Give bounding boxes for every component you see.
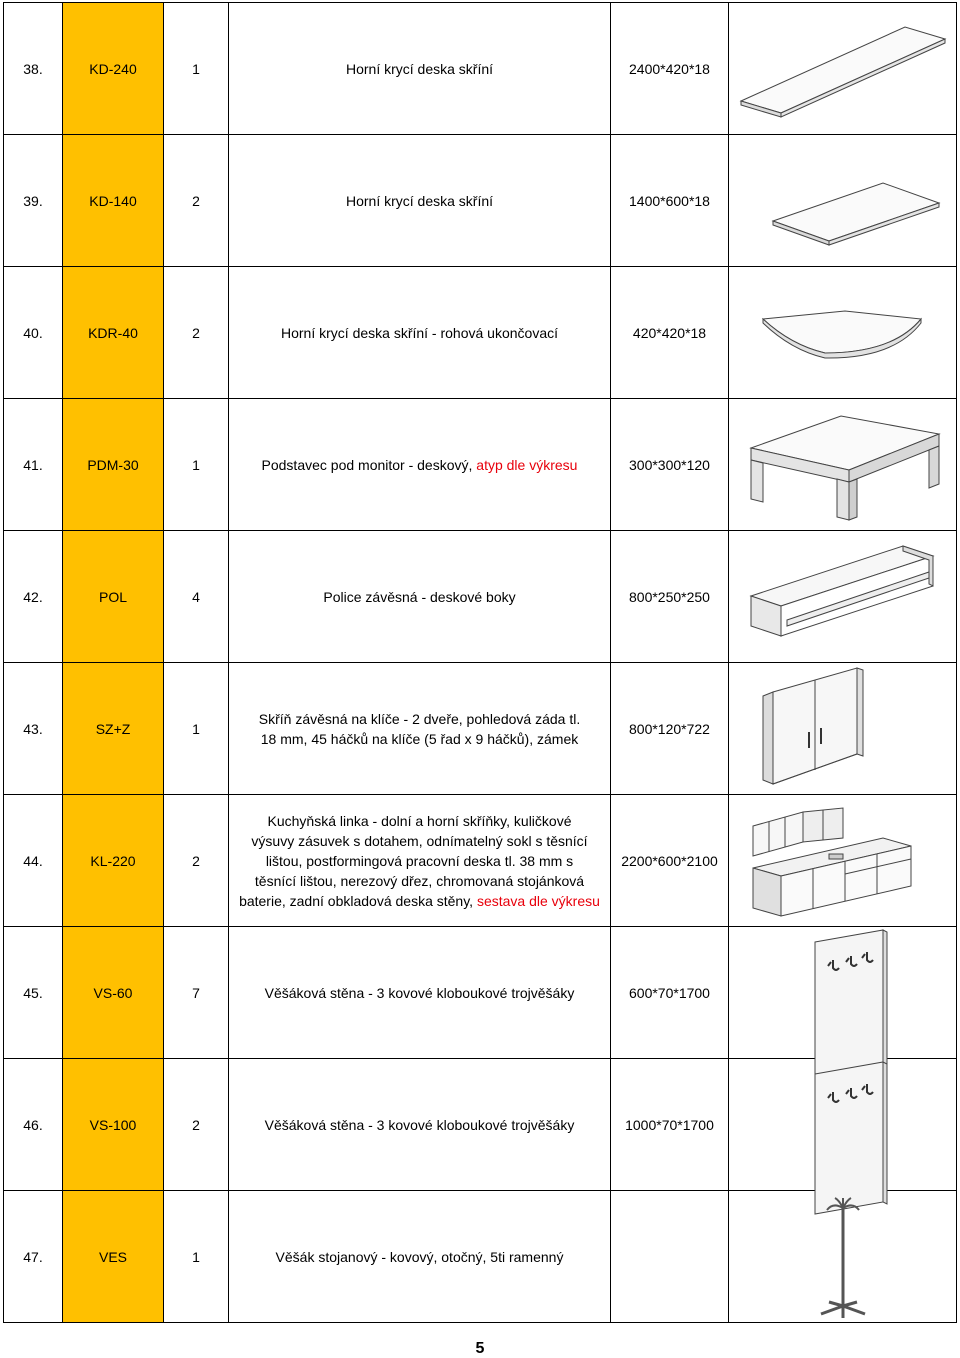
description-line: Věšáková stěna - 3 kovové kloboukové trojvěšáky	[264, 984, 575, 1001]
description-line: lištou, postformingová pracovní deska tl. 38 mm s	[265, 852, 574, 869]
items-table	[3, 2, 957, 1323]
item-image	[729, 135, 957, 267]
item-image	[729, 3, 957, 135]
table-row	[4, 135, 957, 267]
item-dimensions	[611, 1191, 729, 1323]
item-code: VS-100	[63, 1059, 164, 1191]
description-line: baterie, zadní obkladová deska stěny,	[239, 892, 474, 909]
page-number: 5	[475, 1340, 485, 1357]
item-number: 41.	[4, 399, 63, 531]
item-image	[729, 795, 957, 927]
item-image	[729, 1059, 957, 1191]
item-image	[729, 927, 957, 1059]
item-quantity: 1	[164, 3, 229, 135]
item-quantity: 2	[164, 267, 229, 399]
table-row	[4, 1059, 957, 1191]
table-row	[4, 3, 957, 135]
kitchen-unit-icon	[733, 798, 953, 924]
item-description	[229, 399, 611, 531]
description-line: Věšák stojanový - kovový, otočný, 5ti ramenný	[275, 1248, 564, 1265]
item-description	[229, 1059, 611, 1191]
item-description	[229, 927, 611, 1059]
description-line: Horní krycí deska skříní	[345, 60, 494, 77]
coat-wall-icon	[733, 1060, 953, 1190]
item-code: KD-240	[63, 3, 164, 135]
item-dimensions: 800*120*722	[611, 663, 729, 795]
item-description	[229, 135, 611, 267]
item-quantity: 1	[164, 1191, 229, 1323]
item-dimensions: 800*250*250	[611, 531, 729, 663]
corner-board-icon	[733, 273, 953, 393]
item-quantity: 4	[164, 531, 229, 663]
item-quantity: 1	[164, 663, 229, 795]
item-dimensions: 2400*420*18	[611, 3, 729, 135]
item-description	[229, 1191, 611, 1323]
item-number: 45.	[4, 927, 63, 1059]
item-number: 47.	[4, 1191, 63, 1323]
table-row	[4, 795, 957, 927]
item-quantity: 2	[164, 135, 229, 267]
item-dimensions: 2200*600*2100	[611, 795, 729, 927]
item-dimensions: 1000*70*1700	[611, 1059, 729, 1191]
item-image	[729, 267, 957, 399]
description-line: 18 mm, 45 háčků na klíče (5 řad x 9 háčků), zámek	[260, 730, 579, 747]
description-line: těsnící lištou, nerezový dřez, chromovaná stojánková	[254, 872, 585, 889]
item-dimensions: 600*70*1700	[611, 927, 729, 1059]
item-number: 43.	[4, 663, 63, 795]
item-code: PDM-30	[63, 399, 164, 531]
item-dimensions: 300*300*120	[611, 399, 729, 531]
table-row	[4, 531, 957, 663]
description-red: sestava dle výkresu	[476, 892, 600, 909]
item-quantity: 7	[164, 927, 229, 1059]
item-quantity: 2	[164, 795, 229, 927]
coat-wall-icon	[733, 928, 953, 1058]
description-line: Police závěsná - deskové boky	[323, 588, 516, 605]
wall-shelf-icon	[733, 534, 953, 660]
item-code: VS-60	[63, 927, 164, 1059]
long-board-icon	[733, 9, 953, 129]
table-row	[4, 1191, 957, 1323]
item-code: KDR-40	[63, 267, 164, 399]
table-row	[4, 663, 957, 795]
item-quantity: 1	[164, 399, 229, 531]
item-number: 46.	[4, 1059, 63, 1191]
item-dimensions: 1400*600*18	[611, 135, 729, 267]
item-number: 38.	[4, 3, 63, 135]
item-image	[729, 531, 957, 663]
item-description	[229, 531, 611, 663]
description-line: Horní krycí deska skříní - rohová ukončovací	[281, 324, 558, 341]
coat-stand-icon	[733, 1194, 953, 1320]
item-number: 40.	[4, 267, 63, 399]
description-line: Kuchyňská linka - dolní a horní skříňky, kuličkové	[267, 812, 572, 829]
item-code: SZ+Z	[63, 663, 164, 795]
item-image	[729, 663, 957, 795]
item-image	[729, 1191, 957, 1323]
item-number: 44.	[4, 795, 63, 927]
table-row	[4, 927, 957, 1059]
description-line: Skříň závěsná na klíče - 2 dveře, pohledová záda tl.	[258, 710, 581, 727]
description-line: Podstavec pod monitor - deskový,	[261, 456, 473, 473]
item-number: 39.	[4, 135, 63, 267]
description-line: výsuvy zásuvek s dotahem, odnímatelný sokl s těsnící	[251, 832, 588, 849]
item-description	[229, 3, 611, 135]
item-code: VES	[63, 1191, 164, 1323]
item-description	[229, 795, 611, 927]
item-description	[229, 267, 611, 399]
item-code: KD-140	[63, 135, 164, 267]
item-code: KL-220	[63, 795, 164, 927]
item-image	[729, 399, 957, 531]
description-line: Věšáková stěna - 3 kovové kloboukové trojvěšáky	[264, 1116, 575, 1133]
table-row	[4, 267, 957, 399]
description-line: Horní krycí deska skříní	[345, 192, 494, 209]
item-description	[229, 663, 611, 795]
monitor-stand-icon	[733, 402, 953, 528]
item-code: POL	[63, 531, 164, 663]
table-row	[4, 399, 957, 531]
item-number: 42.	[4, 531, 63, 663]
key-cabinet-icon	[733, 666, 953, 792]
board-icon	[733, 141, 953, 261]
item-dimensions: 420*420*18	[611, 267, 729, 399]
item-quantity: 2	[164, 1059, 229, 1191]
description-red: atyp dle výkresu	[476, 456, 578, 473]
